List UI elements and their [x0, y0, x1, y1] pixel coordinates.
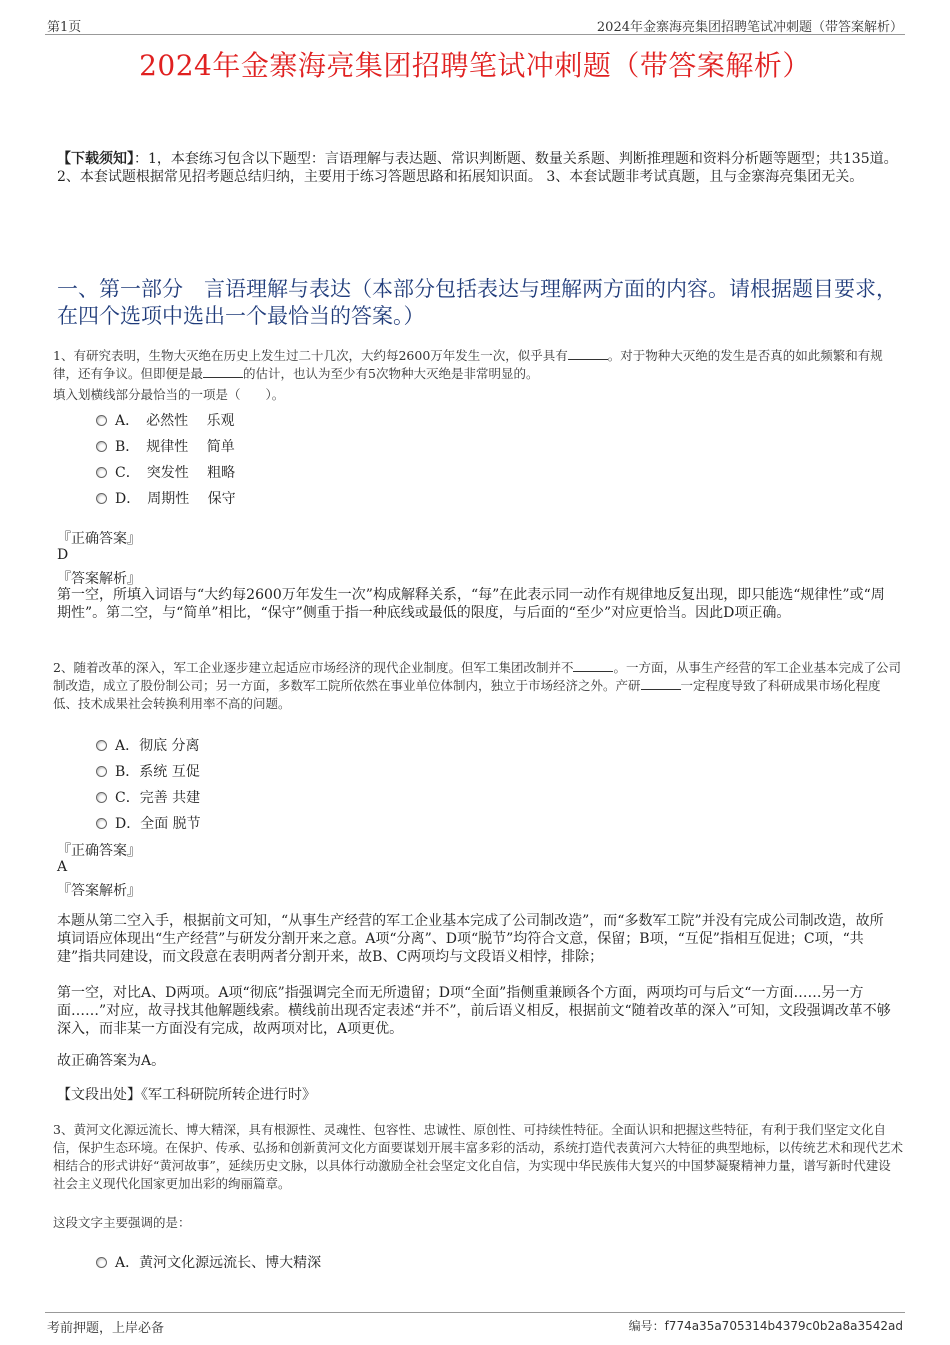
- q2-source: 【文段出处】《军工科研院所转企进行时》: [57, 1087, 316, 1103]
- q1-option-d[interactable]: D． 周期性 保守: [96, 488, 236, 508]
- footer-slogan: 考前押题，上岸必备: [47, 1321, 165, 1336]
- q2-analysis-p1: 本题从第二空入手，根据前文可知，“从事生产经营的军工企业基本完成了公司制改造”，而“多数军工院”并没有完成公司制改造，故所填词语应体现出“生产经营”与研发分割开来之意。A项“分离”、D项“脱节”均符合文意，保留；B项，“互促”指相互促进；C项，“共建”指共同建设，而文段意在表明两者分割开来，故B、C两项均与文段语义相悖，排除；: [57, 913, 884, 965]
- footer-serial: 编号：f774a35a705314b4379c0b2a8a3542ad: [628, 1319, 903, 1333]
- q1-answer-label: 『正确答案』: [57, 531, 141, 547]
- q1-option-b[interactable]: B． 规律性 简单: [96, 436, 235, 456]
- header-doc-title: 2024年金寨海亮集团招聘笔试冲刺题（带答案解析）: [596, 20, 903, 35]
- q2-answer-label: 『正确答案』: [57, 843, 141, 859]
- q2-option-d[interactable]: D．全面 脱节: [96, 813, 201, 833]
- q2-analysis-label: 『答案解析』: [57, 883, 141, 899]
- q2-option-c[interactable]: C．完善 共建: [96, 787, 200, 807]
- q2-answer: A: [57, 859, 68, 875]
- notice-tag: 【下载须知】: [57, 151, 134, 167]
- radio-icon[interactable]: [96, 441, 107, 452]
- q1-answer: D: [57, 547, 69, 563]
- section-heading: 一、第一部分 言语理解与表达（本部分包括表达与理解两方面的内容。请根据题目要求，在四个选项中选出一个最恰当的答案。）: [57, 277, 897, 328]
- radio-icon[interactable]: [96, 467, 107, 478]
- radio-icon[interactable]: [96, 818, 107, 829]
- radio-icon[interactable]: [96, 766, 107, 777]
- q3-option-a[interactable]: A．黄河文化源远流长、博大精深: [96, 1252, 321, 1272]
- radio-icon[interactable]: [96, 493, 107, 504]
- radio-icon[interactable]: [96, 415, 107, 426]
- q1-analysis: 第一空，所填入词语与“大约每2600万年发生一次”构成解释关系，“每”在此表示同一动作有规律地反复出现，即只能选“规律性”或“周期性”。第二空，与“简单”相比，“保守”侧重于指一种底线或最低的限度，与后面的“至少”对应更恰当。因此D项正确。: [57, 587, 885, 621]
- page-number: 第1页: [47, 20, 82, 35]
- q3-stem: 3、黄河文化源远流长、博大精深，具有根源性、灵魂性、包容性、忠诚性、原创性、可持续性特征。全面认识和把握这些特征，有利于我们坚定文化自信，保护生态环境。在保护、传承、弘扬和创新黄河文化方面要谋划开展丰富多彩的活动，系统打造代表黄河六大特征的典型地标，以传统艺术和现代艺术相结合的形式讲好“黄河故事”，延续历史文脉，以具体行动激励全社会坚定文化自信，为实现中华民族伟大复兴的中国梦凝聚精神力量，谱写新时代建设社会主义现代化国家更加出彩的绚丽篇章。: [53, 1122, 904, 1191]
- q1-option-a[interactable]: A． 必然性 乐观: [96, 410, 235, 430]
- download-notice: [57, 150, 902, 186]
- q1-stem: 1、有研究表明，生物大灭绝在历史上发生过二十几次，大约每2600万年发生一次，似乎具有 。对于物种大灭绝的发生是否真的如此频繁和有规律，还有争议。但即便是最 的估计，也认为至少有5次物种大灭绝是非常明显的。: [53, 348, 883, 381]
- q2-analysis-p3: 故正确答案为A。: [57, 1053, 166, 1069]
- page-header: [45, 14, 905, 35]
- radio-icon[interactable]: [96, 1257, 107, 1268]
- q3-prompt: 这段文字主要强调的是：: [53, 1215, 191, 1230]
- radio-icon[interactable]: [96, 740, 107, 751]
- q1-option-c[interactable]: C． 突发性 粗略: [96, 462, 235, 482]
- q2-option-b[interactable]: B．系统 互促: [96, 761, 200, 781]
- q2-analysis-p2: 第一空，对比A、D两项。A项“彻底”指强调完全而无所遗留；D项“全面”指侧重兼顾各个方面，两项均可与后文“一方面……另一方面……”对应，故寻找其他解题线索。横线前出现否定表述“并不”，前后语义相反，根据前文“随着改革的深入”可知，文段强调改革不够深入，而非某一方面没有完成，故两项对比，A项更优。: [57, 985, 891, 1037]
- q1-analysis-label: 『答案解析』: [57, 571, 141, 587]
- q1-prompt: 填入划横线部分最恰当的一项是（ ）。: [53, 387, 285, 402]
- page-title: 2024年金寨海亮集团招聘笔试冲刺题（带答案解析）: [139, 49, 811, 82]
- notice-text: ：1，本套练习包含以下题型：言语理解与表达题、常识判断题、数量关系题、判断推理题和资料分析题等题型；共135道。 2、本套试题根据常见招考题总结归纳，主要用于练习答题思路和拓展知识面。 3、本套试题非考试真题，且与金寨海亮集团无关。: [57, 151, 898, 185]
- page-footer: [45, 1312, 905, 1336]
- radio-icon[interactable]: [96, 792, 107, 803]
- q2-stem: 2、随着改革的深入，军工企业逐步建立起适应市场经济的现代企业制度。但军工集团改制并不 。一方面，从事生产经营的军工企业基本完成了公司制改造，成立了股份制公司；另一方面，多数军工院所依然在事业单位体制内，独立于市场经济之外。产研 一定程度导致了科研成果市场化程度低、技术成果社会转换利用率不高的问题。: [53, 660, 901, 711]
- q2-option-a[interactable]: A．彻底 分离: [96, 735, 200, 755]
